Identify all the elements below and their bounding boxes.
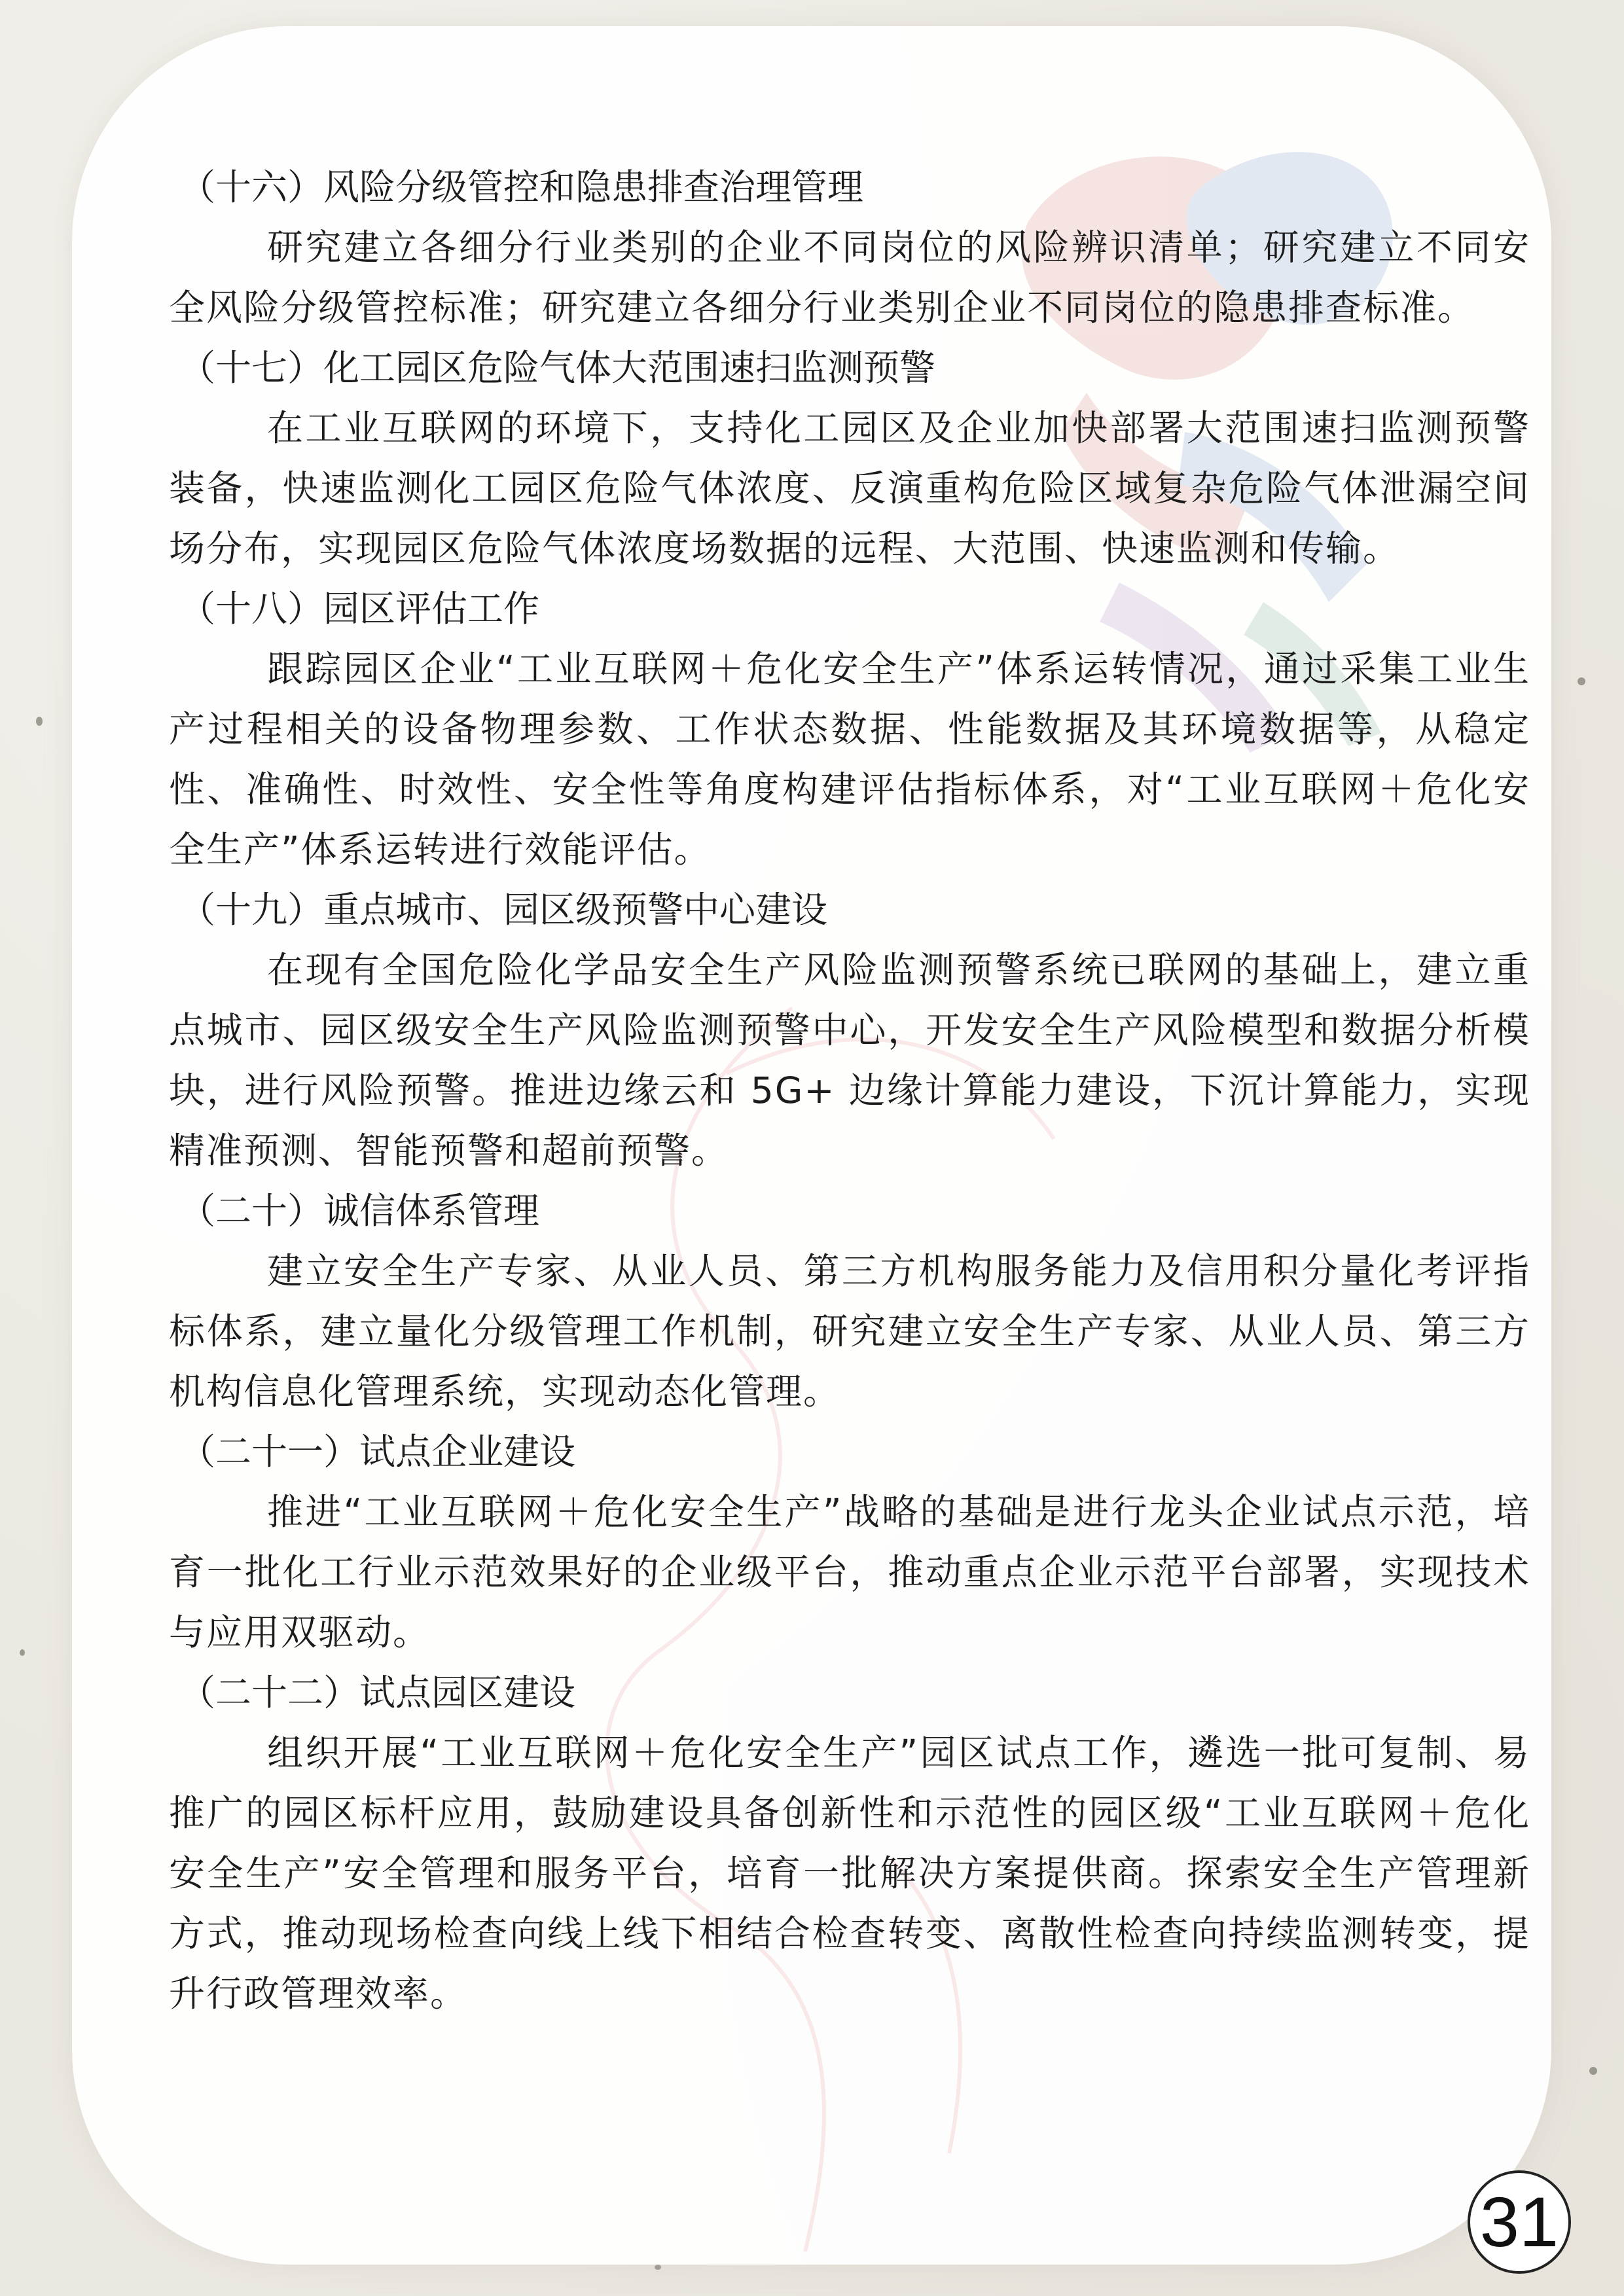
background-speck bbox=[1578, 677, 1585, 685]
section-paragraph: 在现有全国危险化学品安全生产风险监测预警系统已联网的基础上，建立重点城市、园区级安全生产风险监测预警中心，开发安全生产风险模型和数据分析模块，进行风险预警。推进边缘云和 5G+ 边缘计算能力建设，下沉计算能力，实现精准预测、智能预警和超前预警。 bbox=[169, 949, 1530, 1172]
page-number: 31 bbox=[1479, 2182, 1559, 2261]
section-heading: （二十一）试点企业建设 bbox=[179, 1431, 576, 1473]
section-heading: （十七）化工园区危险气体大范围速扫监测预警 bbox=[179, 347, 936, 389]
section-heading: （十八）园区评估工作 bbox=[179, 588, 540, 630]
section-paragraph: 组织开展“工业互联网＋危化安全生产”园区试点工作，遴选一批可复制、易推广的园区标杆应用，鼓励建设具备创新性和示范性的园区级“工业互联网＋危化安全生产”安全管理和服务平台，培育一批解决方案提供商。探索安全生产管理新方式，推动现场检查向线上线下相结合检查转变、离散性检查向持续监测转变，提升行政管理效率。 bbox=[169, 1732, 1530, 2015]
section-heading: （二十二）试点园区建设 bbox=[179, 1672, 576, 1713]
section-heading: （十九）重点城市、园区级预警中心建设 bbox=[179, 889, 828, 931]
background-speck bbox=[20, 1649, 25, 1656]
section-paragraph: 推进“工业互联网＋危化安全生产”战略的基础是进行龙头企业试点示范，培育一批化工行业示范效果好的企业级平台，推动重点企业示范平台部署，实现技术与应用双驱动。 bbox=[169, 1491, 1530, 1653]
background-speck bbox=[1589, 2067, 1597, 2075]
section-paragraph: 建立安全生产专家、从业人员、第三方机构服务能力及信用积分量化考评指标体系，建立量化分级管理工作机制，研究建立安全生产专家、从业人员、第三方机构信息化管理系统，实现动态化管理。 bbox=[169, 1250, 1530, 1412]
content-card bbox=[72, 26, 1551, 2265]
section-paragraph: 跟踪园区企业“工业互联网＋危化安全生产”体系运转情况，通过采集工业生产过程相关的设备物理参数、工作状态数据、性能数据及其环境数据等，从稳定性、准确性、时效性、安全性等角度构建评估指标体系，对“工业互联网＋危化安全生产”体系运转进行效能评估。 bbox=[169, 648, 1530, 870]
background-speck bbox=[36, 717, 43, 726]
section-paragraph: 研究建立各细分行业类别的企业不同岗位的风险辨识清单；研究建立不同安全风险分级管控标准；研究建立各细分行业类别企业不同岗位的隐患排查标准。 bbox=[169, 226, 1530, 329]
background-speck bbox=[655, 2265, 661, 2270]
section-heading: （十六）风险分级管控和隐患排查治理管理 bbox=[179, 166, 864, 208]
section-heading: （二十）诚信体系管理 bbox=[179, 1190, 540, 1232]
section-paragraph: 在工业互联网的环境下，支持化工园区及企业加快部署大范围速扫监测预警装备，快速监测化工园区危险气体浓度、反演重构危险区域复杂危险气体泄漏空间场分布，实现园区危险气体浓度场数据的远程、大范围、快速监测和传输。 bbox=[169, 407, 1530, 569]
document-body bbox=[169, 157, 1530, 2024]
page-number-badge bbox=[1468, 2170, 1571, 2274]
